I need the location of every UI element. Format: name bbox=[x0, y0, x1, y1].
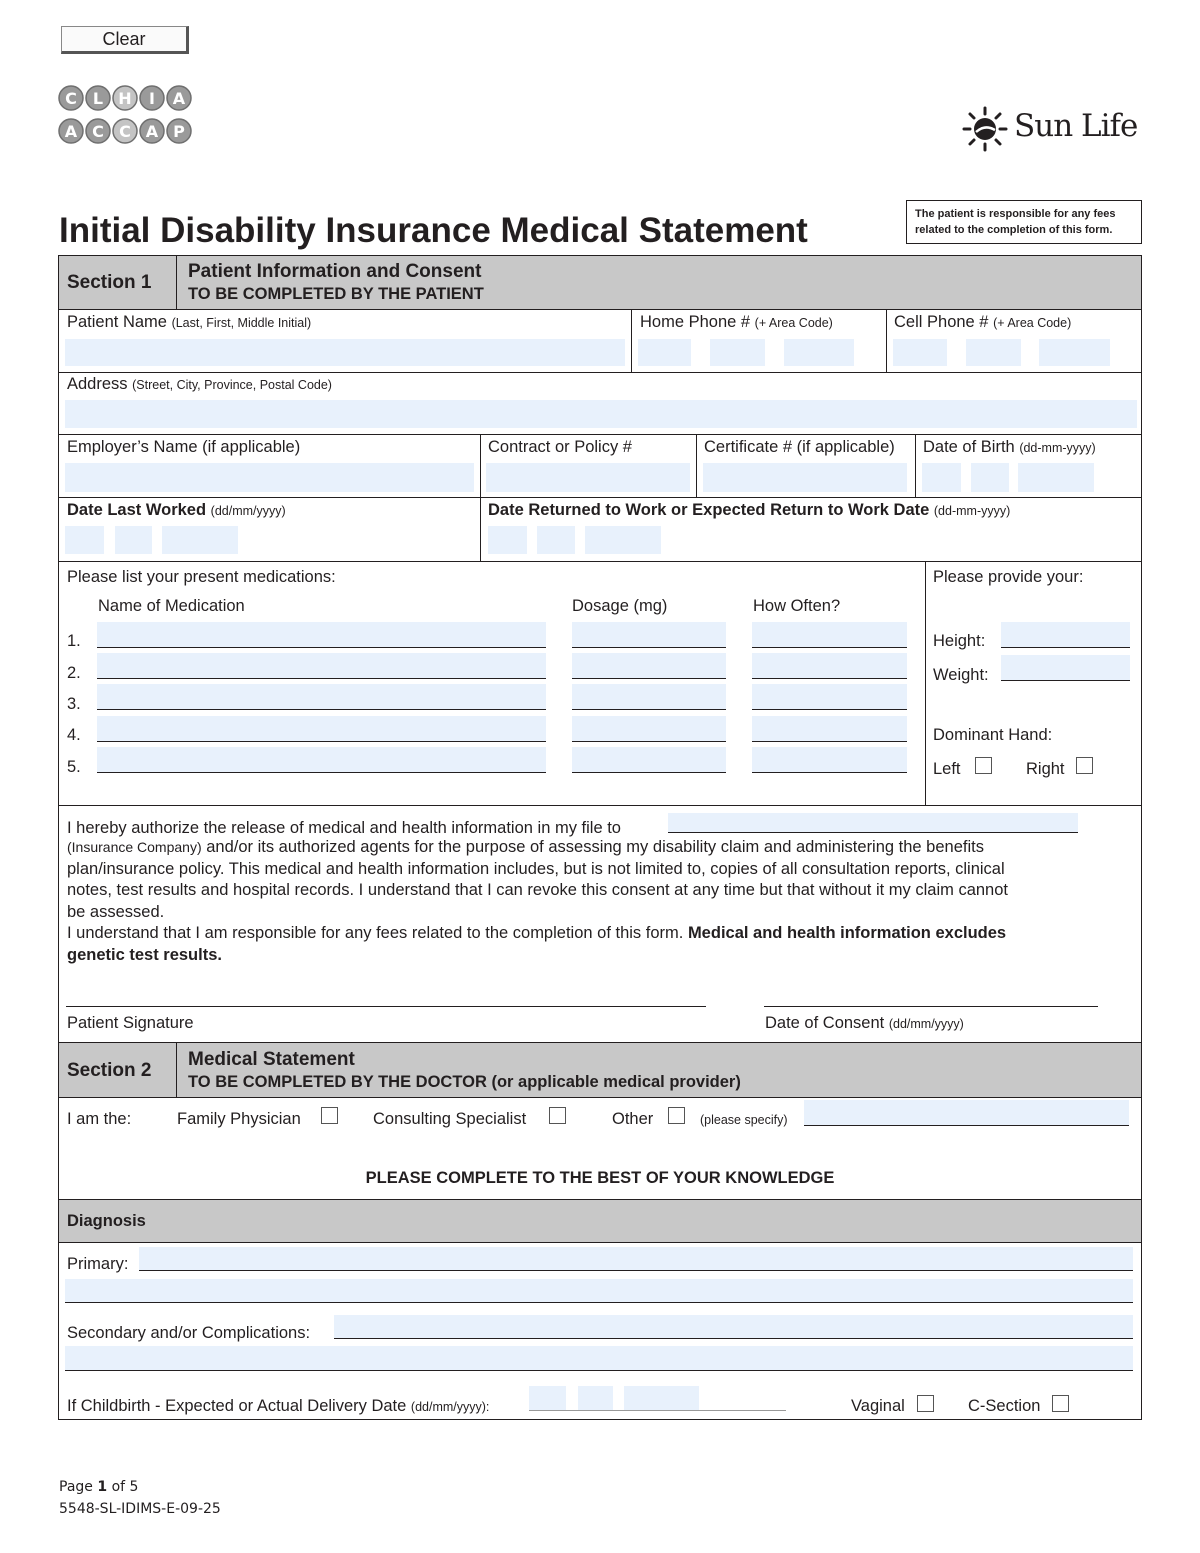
please-specify-hint: (please specify) bbox=[700, 1113, 788, 1127]
left-hand-label: Left bbox=[933, 760, 961, 778]
diagnosis-header bbox=[59, 1200, 1141, 1242]
medication-name-header: Name of Medication bbox=[98, 597, 245, 615]
medication-name-field[interactable] bbox=[97, 684, 546, 710]
cell-phone-prefix[interactable] bbox=[966, 339, 1021, 366]
dosage-header: Dosage (mg) bbox=[572, 597, 668, 615]
medication-dosage-field[interactable] bbox=[572, 653, 726, 679]
cell-phone-label: Cell Phone # (+ Area Code) bbox=[894, 313, 1072, 331]
other-checkbox[interactable] bbox=[668, 1107, 685, 1124]
consent-line-3: plan/insurance policy. This medical and health information includes, but is not limited to, copies of all consultation reports, clinical bbox=[67, 860, 1005, 878]
right-hand-label: Right bbox=[1026, 760, 1065, 778]
consent-line-6: I understand that I am responsible for any fees related to the completion of this form. Medical and health information excludes bbox=[67, 924, 1007, 942]
cell-phone-number[interactable] bbox=[1039, 339, 1110, 366]
page-title: Initial Disability Insurance Medical Statement bbox=[59, 211, 808, 250]
last-worked-day[interactable] bbox=[65, 526, 104, 554]
consent-line-5: be assessed. bbox=[67, 903, 165, 921]
delivery-day[interactable] bbox=[529, 1386, 566, 1410]
clhia-letter: I bbox=[149, 89, 155, 108]
c-section-checkbox[interactable] bbox=[1052, 1395, 1069, 1412]
dominant-hand-label: Dominant Hand: bbox=[933, 726, 1053, 744]
secondary-label: Secondary and/or Complications: bbox=[67, 1324, 311, 1342]
secondary-diagnosis-field[interactable] bbox=[334, 1315, 1133, 1339]
clhia-letter: L bbox=[92, 89, 104, 108]
medication-name-field[interactable] bbox=[97, 716, 546, 742]
clear-button[interactable]: Clear bbox=[61, 26, 189, 54]
clhia-letter: A bbox=[145, 122, 159, 141]
section1-title: Patient Information and Consent bbox=[188, 261, 482, 282]
i-am-label: I am the: bbox=[67, 1110, 132, 1128]
consulting-specialist-checkbox[interactable] bbox=[549, 1107, 566, 1124]
clhia-logo bbox=[58, 84, 194, 146]
sunlife-wordmark: Sun Life bbox=[1014, 108, 1138, 144]
date-consent-line[interactable] bbox=[764, 1006, 1098, 1007]
insurance-company-field[interactable] bbox=[668, 813, 1078, 833]
home-phone-area[interactable] bbox=[638, 339, 691, 366]
signature-line[interactable] bbox=[66, 1006, 706, 1007]
med-row-number: 2. bbox=[67, 664, 81, 682]
signature-label: Patient Signature bbox=[67, 1014, 194, 1032]
medication-frequency-field[interactable] bbox=[752, 622, 907, 648]
delivery-month[interactable] bbox=[578, 1386, 613, 1410]
form-code: 5548-SL-IDIMS-E-09-25 bbox=[59, 1501, 221, 1517]
section2-subtitle: TO BE COMPLETED BY THE DOCTOR (or applicable medical provider) bbox=[188, 1073, 741, 1091]
date-returned-label: Date Returned to Work or Expected Return to Work Date (dd-mm-yyyy) bbox=[488, 501, 1011, 519]
med-row-number: 1. bbox=[67, 632, 81, 650]
medication-dosage-field[interactable] bbox=[572, 716, 726, 742]
dob-label: Date of Birth (dd-mm-yyyy) bbox=[923, 438, 1096, 456]
section2-label: Section 2 bbox=[67, 1060, 152, 1081]
returned-day[interactable] bbox=[488, 526, 527, 554]
clhia-logo-graphic bbox=[58, 84, 194, 146]
family-physician-label: Family Physician bbox=[177, 1110, 301, 1128]
section1-subtitle: TO BE COMPLETED BY THE PATIENT bbox=[188, 285, 484, 303]
clhia-letter: P bbox=[173, 122, 185, 141]
weight-label: Weight: bbox=[933, 666, 989, 684]
address-label: Address (Street, City, Province, Postal Code) bbox=[67, 375, 332, 393]
contract-label: Contract or Policy # bbox=[488, 438, 632, 456]
medication-dosage-field[interactable] bbox=[572, 684, 726, 710]
vaginal-checkbox[interactable] bbox=[917, 1395, 934, 1412]
dob-month[interactable] bbox=[971, 463, 1009, 492]
section2-title: Medical Statement bbox=[188, 1049, 355, 1070]
certificate-field[interactable] bbox=[703, 463, 907, 492]
patient-name-field[interactable] bbox=[65, 339, 625, 366]
consent-line-1: I hereby authorize the release of medical and health information in my file to bbox=[67, 819, 621, 837]
consent-line-4: notes, test results and hospital records. I understand that I can revoke this consent at any time but that without it my claim cannot bbox=[67, 881, 1008, 899]
section1-label: Section 1 bbox=[67, 272, 152, 293]
medication-frequency-field[interactable] bbox=[752, 684, 907, 710]
last-worked-month[interactable] bbox=[115, 526, 152, 554]
delivery-year[interactable] bbox=[624, 1386, 699, 1410]
certificate-label: Certificate # (if applicable) bbox=[704, 438, 895, 456]
height-label: Height: bbox=[933, 632, 986, 650]
med-row-number: 5. bbox=[67, 758, 81, 776]
employer-field[interactable] bbox=[65, 463, 474, 492]
dob-day[interactable] bbox=[922, 463, 961, 492]
clhia-letter: A bbox=[172, 89, 186, 108]
cell-phone-area[interactable] bbox=[893, 339, 947, 366]
how-often-header: How Often? bbox=[753, 597, 841, 615]
consent-line-7: genetic test results. bbox=[67, 946, 222, 964]
employer-label: Employer’s Name (if applicable) bbox=[67, 438, 301, 456]
childbirth-label: If Childbirth - Expected or Actual Delivery Date (dd/mm/yyyy): bbox=[67, 1397, 490, 1415]
patient-name-label: Patient Name (Last, First, Middle Initial) bbox=[67, 313, 312, 331]
fee-note-text: The patient is responsible for any fees related to the completion of this form. bbox=[915, 208, 1116, 236]
sun-icon bbox=[962, 106, 1008, 152]
secondary-diagnosis-field-2[interactable] bbox=[65, 1346, 1133, 1371]
medication-name-field[interactable] bbox=[97, 622, 546, 648]
home-phone-number[interactable] bbox=[784, 339, 854, 366]
date-consent-label: Date of Consent (dd/mm/yyyy) bbox=[765, 1014, 964, 1032]
med-row-number: 4. bbox=[67, 726, 81, 744]
contract-field[interactable] bbox=[486, 463, 690, 492]
medication-name-field[interactable] bbox=[97, 653, 546, 679]
family-physician-checkbox[interactable] bbox=[321, 1107, 338, 1124]
clhia-letter: C bbox=[119, 122, 131, 141]
left-hand-checkbox[interactable] bbox=[975, 757, 992, 774]
primary-diagnosis-field-2[interactable] bbox=[65, 1279, 1133, 1303]
c-section-label: C-Section bbox=[968, 1397, 1041, 1415]
height-field[interactable] bbox=[1001, 622, 1130, 648]
home-phone-prefix[interactable] bbox=[710, 339, 765, 366]
returned-year[interactable] bbox=[585, 526, 661, 554]
complete-notice: PLEASE COMPLETE TO THE BEST OF YOUR KNOWLEDGE bbox=[365, 1169, 835, 1187]
diagnosis-label: Diagnosis bbox=[67, 1212, 146, 1230]
clhia-letter: C bbox=[92, 122, 104, 141]
page-number: Page 1 of 5 bbox=[59, 1479, 139, 1495]
home-phone-label: Home Phone # (+ Area Code) bbox=[640, 313, 833, 331]
fee-note bbox=[906, 200, 1142, 244]
primary-diagnosis-field[interactable] bbox=[139, 1247, 1133, 1271]
medication-frequency-field[interactable] bbox=[752, 716, 907, 742]
medication-dosage-field[interactable] bbox=[572, 747, 726, 773]
clhia-letter: A bbox=[64, 122, 78, 141]
right-hand-checkbox[interactable] bbox=[1076, 757, 1093, 774]
sunlife-logo bbox=[962, 104, 1152, 154]
medication-frequency-field[interactable] bbox=[752, 747, 907, 773]
last-worked-year[interactable] bbox=[162, 526, 238, 554]
other-specify-field[interactable] bbox=[804, 1100, 1129, 1126]
primary-label: Primary: bbox=[67, 1255, 129, 1273]
dob-year[interactable] bbox=[1018, 463, 1094, 492]
address-field[interactable] bbox=[65, 400, 1137, 428]
clhia-letter: C bbox=[65, 89, 77, 108]
provide-intro: Please provide your: bbox=[933, 568, 1084, 586]
insurer-hint: (Insurance Company) bbox=[67, 839, 202, 855]
clhia-letter: H bbox=[118, 89, 132, 108]
consent-line-2: (Insurance Company) and/or its authorized agents for the purpose of assessing my disability claim and administering the benefits bbox=[67, 838, 984, 856]
consulting-specialist-label: Consulting Specialist bbox=[373, 1110, 527, 1128]
returned-month[interactable] bbox=[537, 526, 575, 554]
medication-name-field[interactable] bbox=[97, 747, 546, 773]
vaginal-label: Vaginal bbox=[851, 1397, 905, 1415]
med-row-number: 3. bbox=[67, 695, 81, 713]
medication-dosage-field[interactable] bbox=[572, 622, 726, 648]
medication-frequency-field[interactable] bbox=[752, 653, 907, 679]
other-label: Other bbox=[612, 1110, 654, 1128]
medications-intro: Please list your present medications: bbox=[67, 568, 336, 586]
weight-field[interactable] bbox=[1001, 655, 1130, 681]
date-last-worked-label: Date Last Worked (dd/mm/yyyy) bbox=[67, 501, 286, 519]
